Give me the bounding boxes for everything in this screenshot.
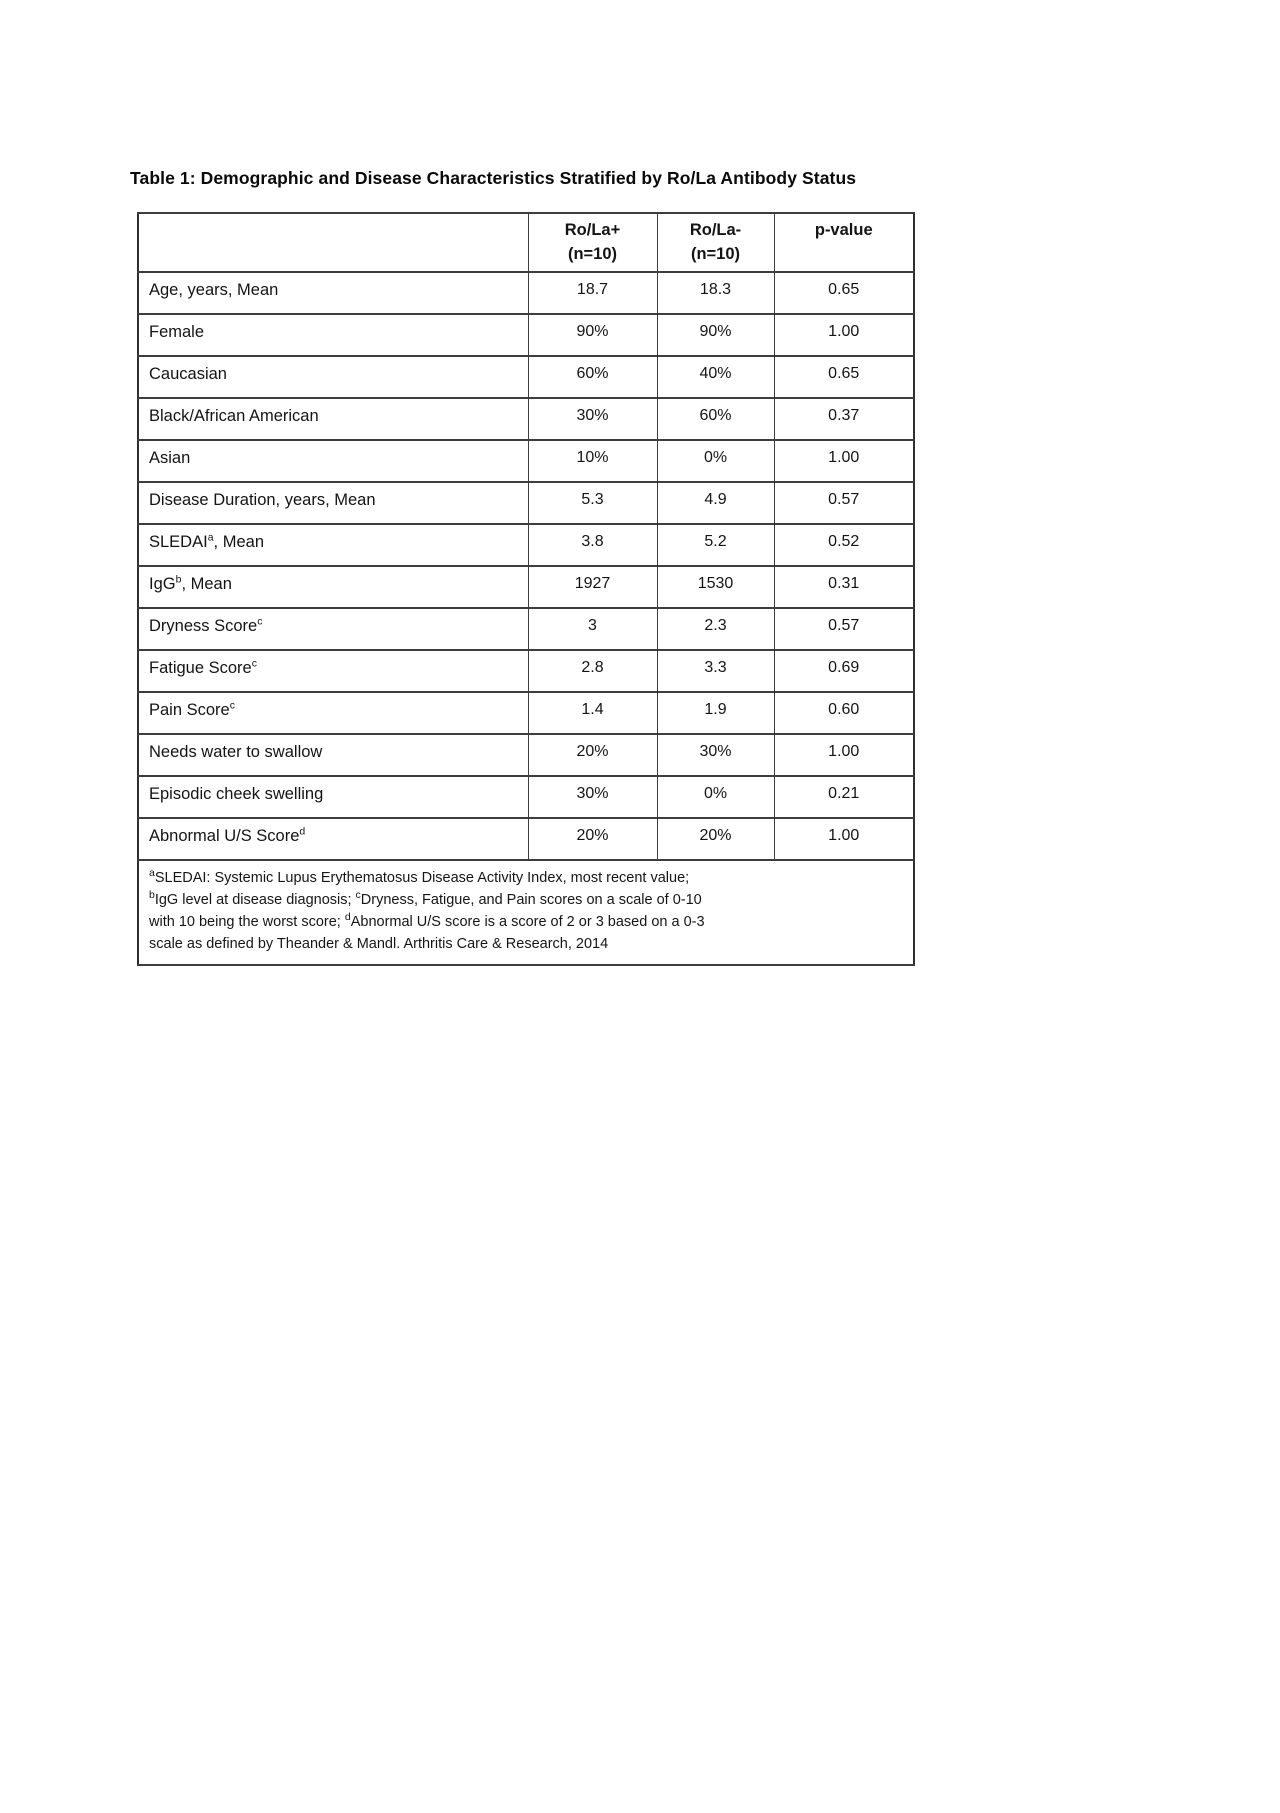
rola-neg-value: 90% xyxy=(657,314,774,356)
rola-neg-value: 0% xyxy=(657,776,774,818)
table-row-caucasian xyxy=(138,356,914,398)
page-title: Table 1: Demographic and Disease Characteristics Stratified by Ro/La Antibody Status xyxy=(130,168,857,188)
footnote-cell xyxy=(138,860,914,965)
table-row-asian xyxy=(138,440,914,482)
row-label: Pain Score$^c$ xyxy=(138,692,528,734)
header-row xyxy=(138,213,914,272)
rola-neg-value: 3.3 xyxy=(657,650,774,692)
row-label: Caucasian xyxy=(138,356,528,398)
rola-pos-value: 2.8 xyxy=(528,650,657,692)
table-row-fatigue-score xyxy=(138,650,914,692)
row-label: Female xyxy=(138,314,528,356)
table-row-female xyxy=(138,314,914,356)
row-label: Episodic cheek swelling xyxy=(138,776,528,818)
footnote-line-3: with 10 being the worst score; $^d$Abnormal U/S score is a score of 2 or 3 based on a 0-3 xyxy=(149,911,705,930)
table-row-disease-duration xyxy=(138,482,914,524)
rola-neg-value: 0% xyxy=(657,440,774,482)
p-value: 1.00 xyxy=(774,314,914,356)
p-value: 0.21 xyxy=(774,776,914,818)
rola-neg-value: 2.3 xyxy=(657,608,774,650)
row-label: Dryness Score$^c$ xyxy=(138,608,528,650)
p-value: 0.65 xyxy=(774,356,914,398)
header-rola-pos-line1: Ro/La+ xyxy=(564,221,621,239)
rola-neg-value: 18.3 xyxy=(657,272,774,314)
row-label: Age, years, Mean xyxy=(138,272,528,314)
table-container xyxy=(137,212,915,966)
rola-pos-value: 3.8 xyxy=(528,524,657,566)
rola-pos-value: 60% xyxy=(528,356,657,398)
p-value: 0.60 xyxy=(774,692,914,734)
header-rola-neg xyxy=(657,213,774,272)
p-value: 0.52 xyxy=(774,524,914,566)
p-value: 1.00 xyxy=(774,734,914,776)
table-body xyxy=(138,272,914,860)
rola-pos-value: 1.4 xyxy=(528,692,657,734)
footnote-line-2: $^b$IgG level at disease diagnosis; $^c$Dryness, Fatigue, and Pain scores on a scale of 0-10 xyxy=(149,889,702,908)
rola-pos-value: 30% xyxy=(528,398,657,440)
p-value: 0.57 xyxy=(774,608,914,650)
rola-pos-value: 18.7 xyxy=(528,272,657,314)
footnote-line-1: $^a$SLEDAI: Systemic Lupus Erythematosus Disease Activity Index, most recent value; xyxy=(149,867,690,886)
header-rola-pos xyxy=(528,213,657,272)
table-footnotes xyxy=(138,860,914,965)
rola-pos-value: 20% xyxy=(528,818,657,860)
p-value: 1.00 xyxy=(774,818,914,860)
footnote-row xyxy=(138,860,914,965)
header-rola-neg-line1: Ro/La- xyxy=(689,221,742,239)
row-label: Black/African American xyxy=(138,398,528,440)
rola-neg-value: 60% xyxy=(657,398,774,440)
table-row-igg xyxy=(138,566,914,608)
footnote-line-4: scale as defined by Theander & Mandl. Arthritis Care & Research, 2014 xyxy=(149,936,609,952)
rola-neg-value: 4.9 xyxy=(657,482,774,524)
table-row-age xyxy=(138,272,914,314)
header-p-value: p-value xyxy=(774,213,914,272)
row-label: SLEDAI$^a$, Mean xyxy=(138,524,528,566)
rola-pos-value: 10% xyxy=(528,440,657,482)
row-label: Disease Duration, years, Mean xyxy=(138,482,528,524)
header-rola-neg-line2: (n=10) xyxy=(690,245,741,263)
rola-pos-value: 90% xyxy=(528,314,657,356)
rola-neg-value: 40% xyxy=(657,356,774,398)
p-value: 0.57 xyxy=(774,482,914,524)
p-value: 1.00 xyxy=(774,440,914,482)
table-row-pain-score xyxy=(138,692,914,734)
table-row-sledai xyxy=(138,524,914,566)
rola-pos-value: 20% xyxy=(528,734,657,776)
rola-neg-value: 1530 xyxy=(657,566,774,608)
table-row-dryness-score xyxy=(138,608,914,650)
rola-neg-value: 1.9 xyxy=(657,692,774,734)
p-value: 0.31 xyxy=(774,566,914,608)
rola-neg-value: 5.2 xyxy=(657,524,774,566)
table-row-black-african-american xyxy=(138,398,914,440)
rola-pos-value: 1927 xyxy=(528,566,657,608)
characteristics-table xyxy=(137,212,915,966)
table-row-needs-water xyxy=(138,734,914,776)
rola-pos-value: 5.3 xyxy=(528,482,657,524)
row-label: Asian xyxy=(138,440,528,482)
row-label: Fatigue Score$^c$ xyxy=(138,650,528,692)
row-label: Needs water to swallow xyxy=(138,734,528,776)
p-value: 0.37 xyxy=(774,398,914,440)
rola-neg-value: 20% xyxy=(657,818,774,860)
rola-pos-value: 30% xyxy=(528,776,657,818)
header-rola-pos-line2: (n=10) xyxy=(567,245,618,263)
p-value: 0.65 xyxy=(774,272,914,314)
rola-pos-value: 3 xyxy=(528,608,657,650)
row-label: Abnormal U/S Score$^d$ xyxy=(138,818,528,860)
table-row-abnormal-us-score xyxy=(138,818,914,860)
header-empty-cell xyxy=(138,213,528,272)
table-header xyxy=(138,213,914,272)
rola-neg-value: 30% xyxy=(657,734,774,776)
table-row-episodic-cheek-swelling xyxy=(138,776,914,818)
p-value: 0.69 xyxy=(774,650,914,692)
row-label: IgG$^b$, Mean xyxy=(138,566,528,608)
